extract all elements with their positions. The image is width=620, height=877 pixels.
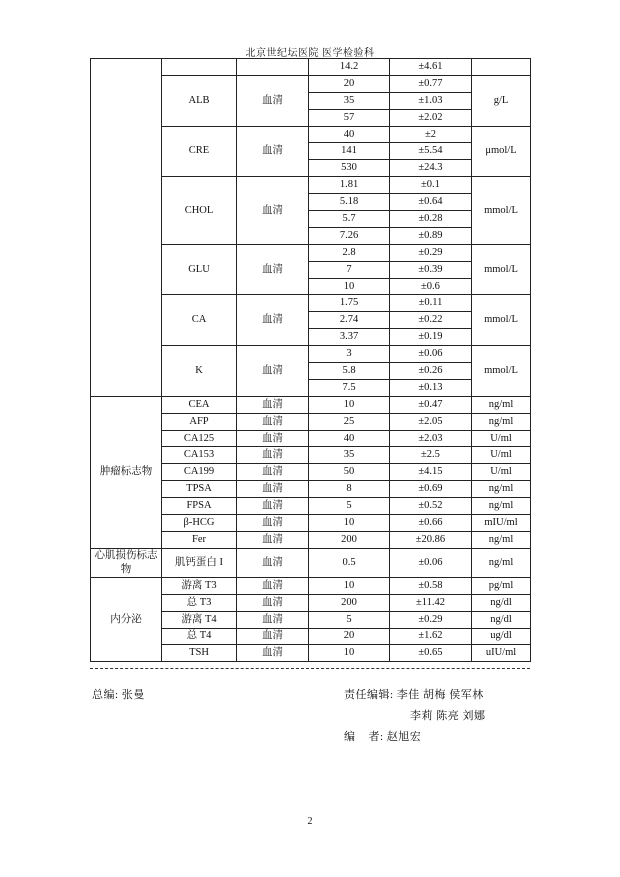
name-cell: TPSA xyxy=(162,481,237,498)
value-cell: 7.5 xyxy=(309,379,390,396)
sample-cell: 血清 xyxy=(237,515,309,532)
range-cell: ±0.47 xyxy=(390,396,472,413)
unit-cell: U/ml xyxy=(472,464,531,481)
category-cell xyxy=(91,59,162,397)
value-cell: 200 xyxy=(309,531,390,548)
sample-cell: 血清 xyxy=(237,481,309,498)
test-name-cell: GLU xyxy=(162,244,237,295)
range-cell: ±0.1 xyxy=(390,177,472,194)
sample-cell: 血清 xyxy=(237,295,309,346)
category-cell: 肿瘤标志物 xyxy=(91,396,162,548)
table-row xyxy=(91,548,531,577)
sample-cell: 血清 xyxy=(237,447,309,464)
range-cell: ±0.58 xyxy=(390,577,472,594)
unit-cell: U/ml xyxy=(472,430,531,447)
name-cell: CA153 xyxy=(162,447,237,464)
unit-cell: pg/ml xyxy=(472,577,531,594)
value-cell: 200 xyxy=(309,594,390,611)
value-cell: 0.5 xyxy=(309,548,390,577)
sample-cell: 血清 xyxy=(237,628,309,645)
value-cell: 7 xyxy=(309,261,390,278)
name-cell: 总 T3 xyxy=(162,594,237,611)
name-cell: AFP xyxy=(162,413,237,430)
unit-cell: mmol/L xyxy=(472,177,531,245)
sample-cell: 血清 xyxy=(237,177,309,245)
value-cell: 530 xyxy=(309,160,390,177)
value-cell: 20 xyxy=(309,75,390,92)
range-cell: ±2.5 xyxy=(390,447,472,464)
value-cell: 7.26 xyxy=(309,227,390,244)
test-name-cell xyxy=(162,59,237,76)
range-cell: ±4.61 xyxy=(390,59,472,76)
sample-cell: 血清 xyxy=(237,464,309,481)
range-cell: ±0.77 xyxy=(390,75,472,92)
range-cell: ±0.22 xyxy=(390,312,472,329)
unit-cell: μmol/L xyxy=(472,126,531,177)
unit-cell: ng/ml xyxy=(472,413,531,430)
name-cell: 游离 T3 xyxy=(162,577,237,594)
sample-cell: 血清 xyxy=(237,498,309,515)
value-cell: 50 xyxy=(309,464,390,481)
value-cell: 35 xyxy=(309,92,390,109)
sample-cell: 血清 xyxy=(237,413,309,430)
value-cell: 40 xyxy=(309,430,390,447)
table-row xyxy=(91,59,531,76)
range-cell: ±0.89 xyxy=(390,227,472,244)
sample-cell: 血清 xyxy=(237,577,309,594)
range-cell: ±0.29 xyxy=(390,611,472,628)
range-cell: ±0.28 xyxy=(390,211,472,228)
value-cell: 20 xyxy=(309,628,390,645)
name-cell: 肌钙蛋白 I xyxy=(162,548,237,577)
sample-cell: 血清 xyxy=(237,611,309,628)
range-cell: ±4.15 xyxy=(390,464,472,481)
range-cell: ±24.3 xyxy=(390,160,472,177)
name-cell: β-HCG xyxy=(162,515,237,532)
range-cell: ±1.62 xyxy=(390,628,472,645)
value-cell: 8 xyxy=(309,481,390,498)
range-cell: ±2.05 xyxy=(390,413,472,430)
value-cell: 5.8 xyxy=(309,363,390,380)
sample-cell: 血清 xyxy=(237,645,309,662)
table-row xyxy=(91,396,531,413)
value-cell: 25 xyxy=(309,413,390,430)
separator-dashed-line xyxy=(90,668,530,669)
value-cell: 2.8 xyxy=(309,244,390,261)
range-cell: ±0.39 xyxy=(390,261,472,278)
name-cell: 游离 T4 xyxy=(162,611,237,628)
range-cell: ±0.13 xyxy=(390,379,472,396)
sample-cell: 血清 xyxy=(237,75,309,126)
test-name-cell: CA xyxy=(162,295,237,346)
lab-reference-table xyxy=(90,58,531,662)
sample-cell: 血清 xyxy=(237,594,309,611)
unit-cell xyxy=(472,59,531,76)
unit-cell: mmol/L xyxy=(472,295,531,346)
unit-cell: ug/dl xyxy=(472,628,531,645)
range-cell: ±0.69 xyxy=(390,481,472,498)
unit-cell: mmol/L xyxy=(472,244,531,295)
unit-cell: ng/ml xyxy=(472,396,531,413)
range-cell: ±1.03 xyxy=(390,92,472,109)
sample-cell: 血清 xyxy=(237,430,309,447)
unit-cell: uIU/ml xyxy=(472,645,531,662)
value-cell: 10 xyxy=(309,577,390,594)
sample-cell xyxy=(237,59,309,76)
sample-cell: 血清 xyxy=(237,244,309,295)
name-cell: TSH xyxy=(162,645,237,662)
range-cell: ±0.29 xyxy=(390,244,472,261)
sample-cell: 血清 xyxy=(237,396,309,413)
value-cell: 40 xyxy=(309,126,390,143)
name-cell: FPSA xyxy=(162,498,237,515)
category-cell: 内分泌 xyxy=(91,577,162,661)
sample-cell: 血清 xyxy=(237,346,309,397)
value-cell: 5 xyxy=(309,498,390,515)
value-cell: 10 xyxy=(309,645,390,662)
range-cell: ±0.64 xyxy=(390,194,472,211)
test-name-cell: CRE xyxy=(162,126,237,177)
unit-cell: ng/ml xyxy=(472,531,531,548)
chief-editor: 总编: 张曼 xyxy=(92,689,145,701)
test-name-cell: CHOL xyxy=(162,177,237,245)
page-header: 北京世纪坛医院 医学检验科 xyxy=(245,48,375,59)
value-cell: 35 xyxy=(309,447,390,464)
unit-cell: ng/dl xyxy=(472,594,531,611)
range-cell: ±0.26 xyxy=(390,363,472,380)
responsible-editors-line1: 责任编辑: 李佳 胡梅 侯军林 xyxy=(344,689,484,701)
range-cell: ±2.02 xyxy=(390,109,472,126)
sample-cell: 血清 xyxy=(237,531,309,548)
sample-cell: 血清 xyxy=(237,548,309,577)
value-cell: 10 xyxy=(309,278,390,295)
range-cell: ±0.52 xyxy=(390,498,472,515)
range-cell: ±20.86 xyxy=(390,531,472,548)
range-cell: ±0.06 xyxy=(390,346,472,363)
unit-cell: ng/ml xyxy=(472,548,531,577)
value-cell: 1.75 xyxy=(309,295,390,312)
name-cell: CA125 xyxy=(162,430,237,447)
range-cell: ±2.03 xyxy=(390,430,472,447)
unit-cell: g/L xyxy=(472,75,531,126)
range-cell: ±0.66 xyxy=(390,515,472,532)
test-name-cell: ALB xyxy=(162,75,237,126)
name-cell: CEA xyxy=(162,396,237,413)
value-cell: 2.74 xyxy=(309,312,390,329)
range-cell: ±0.6 xyxy=(390,278,472,295)
editor: 编 者: 赵旭宏 xyxy=(344,731,422,743)
range-cell: ±5.54 xyxy=(390,143,472,160)
responsible-editors-line2: 李莉 陈亮 刘娜 xyxy=(410,710,486,722)
value-cell: 5 xyxy=(309,611,390,628)
unit-cell: mIU/ml xyxy=(472,515,531,532)
value-cell: 5.7 xyxy=(309,211,390,228)
value-cell: 3 xyxy=(309,346,390,363)
value-cell: 3.37 xyxy=(309,329,390,346)
value-cell: 10 xyxy=(309,396,390,413)
unit-cell: ng/ml xyxy=(472,481,531,498)
range-cell: ±0.11 xyxy=(390,295,472,312)
range-cell: ±2 xyxy=(390,126,472,143)
range-cell: ±0.19 xyxy=(390,329,472,346)
value-cell: 57 xyxy=(309,109,390,126)
value-cell: 10 xyxy=(309,515,390,532)
category-cell: 心肌损伤标志物 xyxy=(91,548,162,577)
value-cell: 5.18 xyxy=(309,194,390,211)
range-cell: ±0.06 xyxy=(390,548,472,577)
name-cell: 总 T4 xyxy=(162,628,237,645)
unit-cell: U/ml xyxy=(472,447,531,464)
sample-cell: 血清 xyxy=(237,126,309,177)
name-cell: CA199 xyxy=(162,464,237,481)
value-cell: 14.2 xyxy=(309,59,390,76)
value-cell: 1.81 xyxy=(309,177,390,194)
name-cell: Fer xyxy=(162,531,237,548)
test-name-cell: K xyxy=(162,346,237,397)
unit-cell: ng/dl xyxy=(472,611,531,628)
value-cell: 141 xyxy=(309,143,390,160)
table-row xyxy=(91,577,531,594)
range-cell: ±11.42 xyxy=(390,594,472,611)
unit-cell: ng/ml xyxy=(472,498,531,515)
unit-cell: mmol/L xyxy=(472,346,531,397)
page-number: 2 xyxy=(307,816,313,827)
range-cell: ±0.65 xyxy=(390,645,472,662)
